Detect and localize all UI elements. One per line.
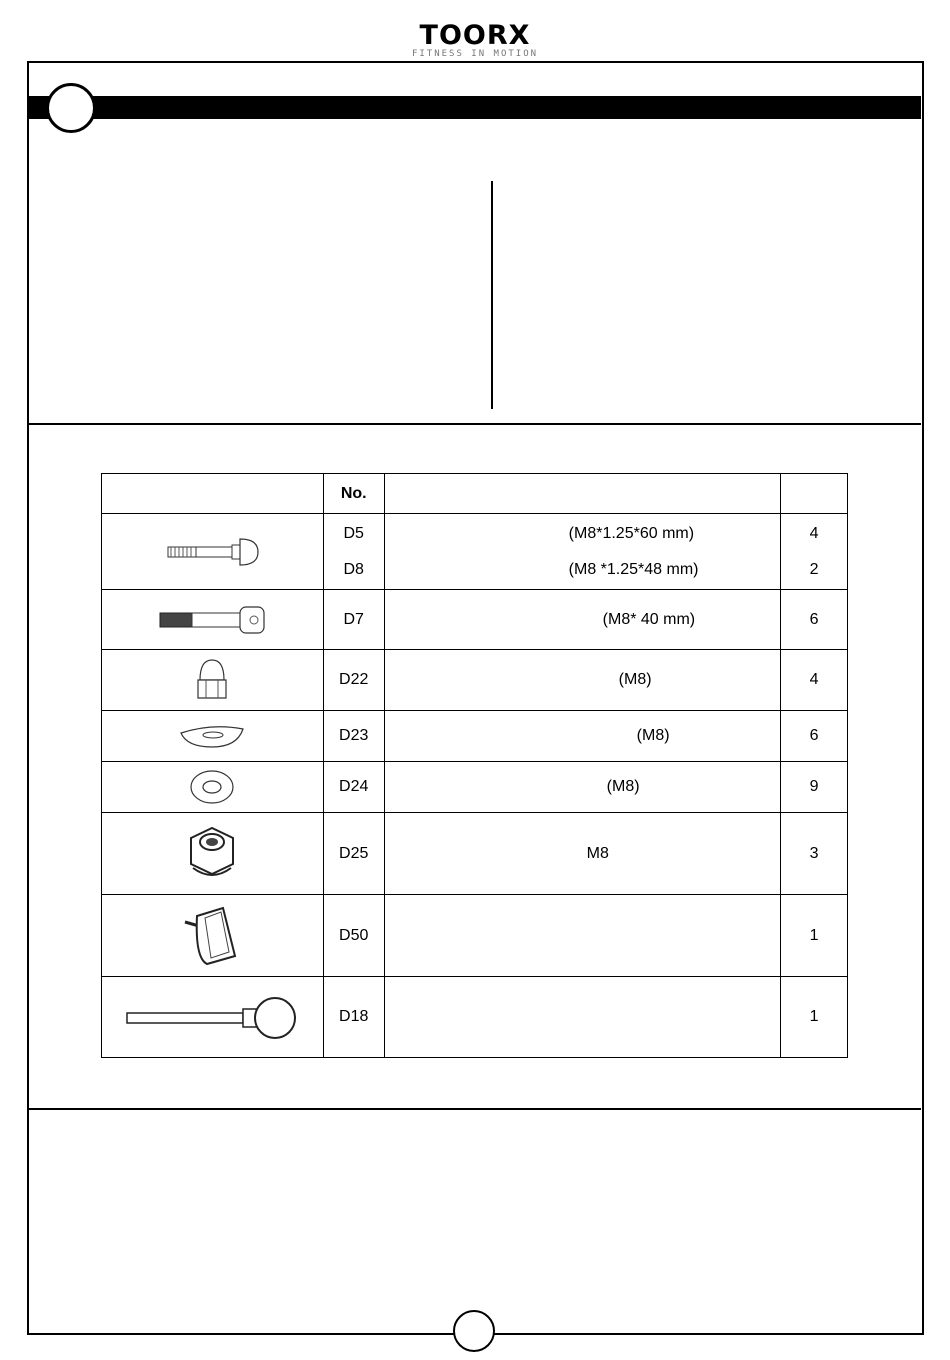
part-quantity: 6 [809,610,819,628]
header-description [384,474,781,514]
part-description: (M8*1.25*60 mm) [568,524,695,542]
part-no: D5 [343,524,364,542]
step-number-circle [46,83,96,133]
part-no: D25 [339,844,369,862]
part-no: D50 [339,926,369,944]
header-quantity [781,474,848,514]
table-row [102,895,848,977]
part-description [384,977,781,1058]
part-description [384,895,781,977]
column-divider [491,181,493,409]
flat-washer-icon [187,767,237,807]
part-no: D8 [343,560,364,578]
part-description: (M8 *1.25*48 mm) [568,560,699,578]
nylon-nut-icon [185,824,239,884]
parts-table [101,473,848,1058]
curved-washer-icon [177,721,247,751]
table-row [102,711,848,762]
hex-bolt-icon [156,603,268,637]
table-row [102,650,848,711]
header-image-cell [102,474,324,514]
part-quantity: 4 [809,671,819,688]
brand-tagline: FITNESS IN MOTION [411,49,539,59]
part-no: D24 [339,778,369,795]
part-description: M8 [586,844,609,862]
part-no: D23 [339,727,369,744]
part-no: D18 [339,1008,369,1025]
table-row [102,813,848,895]
part-no: D7 [343,610,364,628]
pin-icon [125,993,299,1041]
part-quantity: 2 [809,560,819,578]
brand-logo [400,22,550,58]
page-number-circle [453,1310,495,1352]
cap-nut-icon [192,656,232,704]
part-quantity: 6 [809,727,819,744]
part-quantity: 9 [809,778,819,795]
part-quantity: 4 [809,524,819,542]
section-divider-top [29,423,921,425]
part-description: (M8* 40 mm) [602,610,696,628]
part-no: D22 [339,671,369,688]
brand-name: TOORX [419,20,531,51]
part-description: (M8) [606,778,640,795]
table-row [102,977,848,1058]
knob-icon [177,900,247,972]
part-quantity: 3 [809,844,819,862]
section-title-bar [29,96,921,119]
part-description: (M8) [618,671,652,688]
carriage-bolt-icon [162,535,262,569]
part-quantity: 1 [809,926,819,944]
header-no: No. [323,474,384,514]
table-header-row [102,474,848,514]
part-description: (M8) [636,727,670,744]
section-divider-bottom [29,1108,921,1110]
table-row [102,762,848,813]
part-quantity: 1 [809,1008,819,1025]
table-row [102,514,848,590]
table-row [102,590,848,650]
